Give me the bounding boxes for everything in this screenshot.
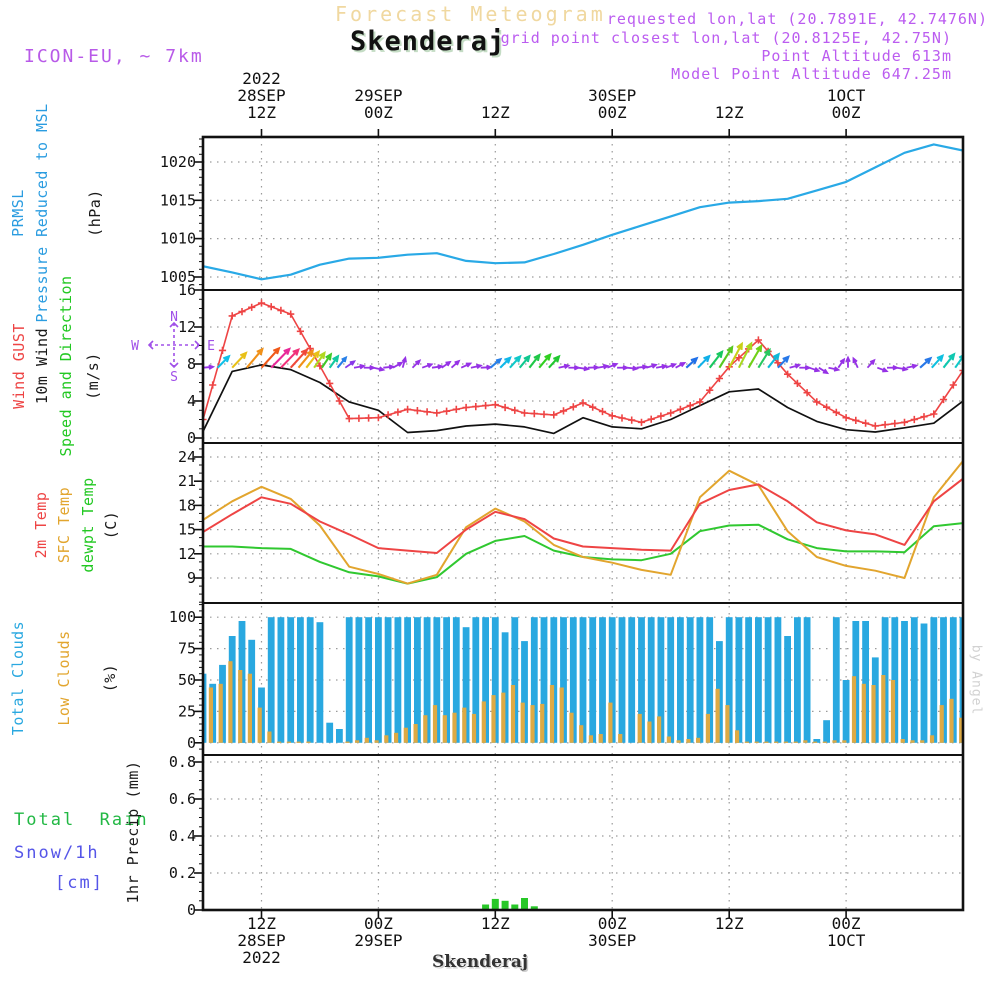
label-total-rain: Total Rain (14, 810, 149, 830)
ytick-label: 12 (177, 544, 196, 563)
compass-e: E (206, 339, 215, 354)
label-pct: (%) (101, 663, 119, 693)
label-prmsl: PRMSL (9, 189, 27, 237)
compass-w: W (130, 339, 139, 354)
time-label-bottom: 2022 (242, 948, 281, 967)
ytick-label: 0 (186, 733, 196, 752)
time-label-top: 29SEP (354, 86, 403, 105)
station-title: Skenderaj (350, 26, 506, 57)
model-point-altitude: Model Point Altitude 647.25m (671, 65, 952, 83)
label-c: (C) (102, 510, 120, 540)
time-label-top: 00Z (597, 103, 627, 122)
compass-n: N (169, 311, 178, 325)
label-2m-temp: 2m Temp (32, 491, 50, 559)
label-speed-direction: Speed and Direction (57, 275, 75, 457)
label-1hr-precip: 1hr Precip (mm) (124, 760, 142, 904)
label-cm: [cm] (55, 873, 104, 893)
time-label-top: 12Z (714, 103, 744, 122)
label-low-clouds: Low Clouds (55, 630, 73, 726)
time-label-top: 1OCT (826, 86, 866, 105)
ytick-label: 25 (177, 702, 196, 721)
ytick-label: 0.2 (168, 864, 196, 882)
footer-station-label: Skenderaj (431, 952, 529, 972)
time-label-top: 30SEP (588, 86, 637, 105)
time-label-top: 12Z (480, 103, 510, 122)
ytick-label: 21 (177, 472, 196, 491)
ytick-label: 0.8 (168, 753, 196, 771)
time-label-top: 28SEP (237, 86, 286, 105)
ytick-label: 12 (177, 318, 196, 336)
time-label-bottom: 12Z (714, 914, 744, 933)
label-total-clouds: Total Clouds (9, 620, 27, 736)
ytick-label: 15 (177, 520, 196, 539)
compass-s: S (169, 370, 178, 383)
time-label-bottom: 12Z (247, 914, 276, 933)
time-label-top: 00Z (363, 103, 393, 122)
time-label-bottom: 00Z (831, 914, 861, 933)
time-label-bottom: 00Z (363, 914, 393, 933)
watermark-author: by Angel (968, 644, 984, 716)
ytick-label: 4 (186, 392, 196, 410)
time-label-top: 12Z (247, 103, 276, 122)
ytick-label: 24 (177, 448, 196, 466)
time-label-bottom: 1OCT (826, 931, 866, 950)
label-wind-gust: Wind GUST (10, 323, 28, 409)
ytick-label: 1015 (159, 191, 196, 210)
time-label-bottom: 12Z (480, 914, 510, 933)
time-label-top: 2022 (242, 69, 281, 88)
ytick-label: 8 (186, 355, 196, 373)
time-label-bottom: 00Z (597, 914, 627, 933)
time-label-bottom: 29SEP (354, 931, 403, 950)
ytick-label: 100 (168, 608, 196, 627)
time-label-bottom: 30SEP (588, 931, 637, 950)
ytick-label: 75 (177, 639, 196, 658)
model-label: ICON-EU, ~ 7km (24, 46, 204, 67)
page-title: Forecast Meteogram (335, 2, 606, 26)
ytick-label: 0.6 (168, 790, 196, 808)
label-hpa: (hPa) (86, 189, 104, 237)
ytick-label: 1020 (159, 153, 196, 171)
ytick-label: 1010 (159, 229, 196, 248)
requested-coords: requested lon,lat (20.7891E, 42.7476N) (606, 10, 988, 28)
label-pressure-msl: Pressure Reduced to MSL (33, 103, 51, 323)
label-ms: (m/s) (84, 352, 102, 400)
ytick-label: 0 (186, 901, 196, 919)
time-label-bottom: 28SEP (237, 931, 286, 950)
ytick-label: 0 (186, 429, 196, 447)
time-label-top: 00Z (831, 103, 861, 122)
label-dewpt-temp: dewpt Temp (79, 477, 97, 573)
ytick-label: 0.4 (168, 827, 196, 845)
label-snow-1h: Snow/1h (14, 843, 100, 863)
point-altitude: Point Altitude 613m (761, 47, 952, 65)
ytick-label: 50 (177, 671, 196, 689)
ytick-label: 9 (186, 569, 196, 587)
ytick-label: 18 (177, 496, 196, 515)
label-sfc-temp: SFC Temp (55, 486, 73, 564)
label-10m-wind: 10m Wind (33, 327, 51, 405)
gridpoint-coords: grid point closest lon,lat (20.8125E, 42.75N) (500, 29, 952, 47)
ytick-label: 1005 (159, 268, 196, 286)
ytick-label: 16 (177, 281, 196, 299)
